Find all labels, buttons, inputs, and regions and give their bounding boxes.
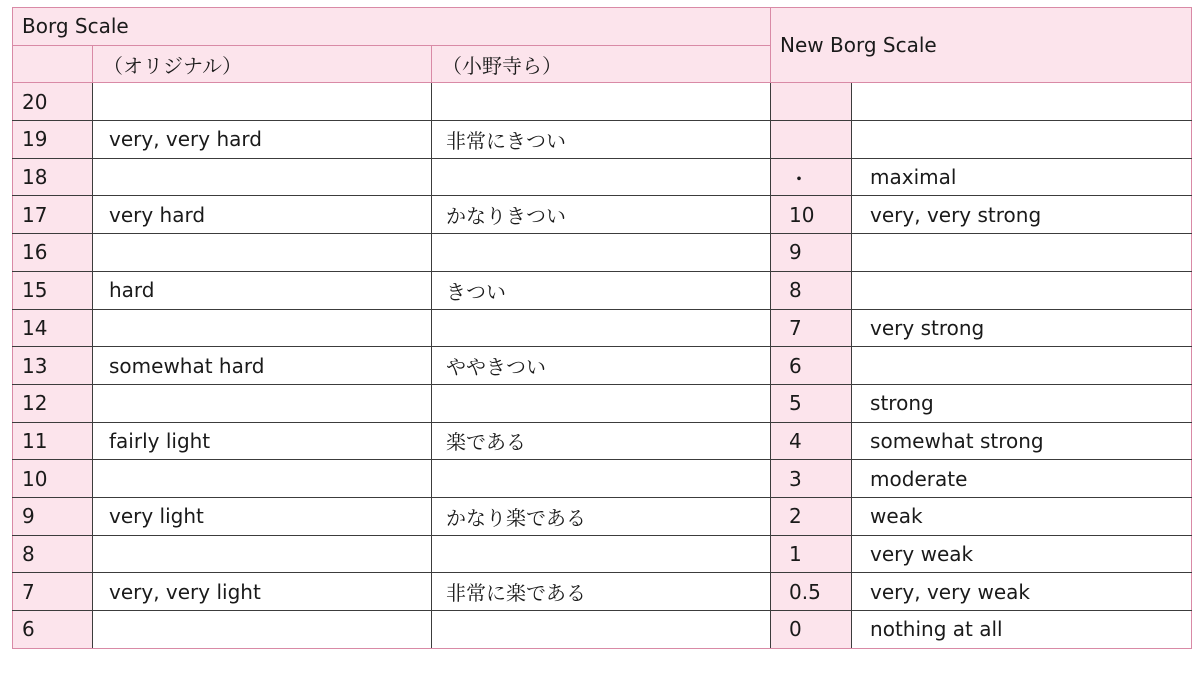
borg-english-cell [93,535,432,573]
new-borg-value-cell: 5 [771,384,852,422]
borg-value-cell: 18 [13,158,93,196]
table-row [13,234,1192,272]
borg-value-cell: 7 [13,573,93,611]
borg-english-cell: very light [93,497,432,535]
borg-english-cell: very, very hard [93,121,432,159]
new-borg-value-cell: 2 [771,497,852,535]
borg-japanese-cell [432,384,771,422]
new-borg-value-cell: 10 [771,196,852,234]
new-borg-description-cell [852,83,1192,121]
borg-japanese-cell: かなりきつい [432,196,771,234]
borg-value-cell: 14 [13,309,93,347]
table-row [13,422,1192,460]
table-row [13,309,1192,347]
header-row-1 [13,8,1192,46]
new-borg-value-cell: 1 [771,535,852,573]
borg-japanese-cell [432,460,771,498]
borg-english-cell: very hard [93,196,432,234]
borg-english-cell [93,158,432,196]
new-borg-value-cell: ・ [771,158,852,196]
borg-table-body [13,83,1192,648]
borg-japanese-cell [432,234,771,272]
borg-japanese-cell: 非常にきつい [432,121,771,159]
new-borg-description-cell: somewhat strong [852,422,1192,460]
new-borg-value-cell: 9 [771,234,852,272]
table-row [13,384,1192,422]
borg-scale-title: Borg Scale [13,8,771,46]
new-borg-scale-title: New Borg Scale [771,8,1192,83]
new-borg-description-cell: very, very weak [852,573,1192,611]
borg-english-cell: somewhat hard [93,347,432,385]
header-value-cell [13,45,93,83]
borg-japanese-cell [432,83,771,121]
borg-value-cell: 20 [13,83,93,121]
borg-value-cell: 11 [13,422,93,460]
new-borg-value-cell: 4 [771,422,852,460]
table-row [13,535,1192,573]
table-row [13,158,1192,196]
borg-english-cell [93,611,432,649]
borg-value-cell: 8 [13,535,93,573]
borg-value-cell: 12 [13,384,93,422]
new-borg-value-cell: 6 [771,347,852,385]
borg-scale-table [12,7,1192,649]
table-row [13,271,1192,309]
new-borg-description-cell: very, very strong [852,196,1192,234]
new-borg-value-cell [771,83,852,121]
borg-english-cell [93,384,432,422]
new-borg-value-cell: 3 [771,460,852,498]
borg-english-cell [93,309,432,347]
borg-value-cell: 10 [13,460,93,498]
borg-english-cell: fairly light [93,422,432,460]
borg-value-cell: 9 [13,497,93,535]
column-onodera-header: （小野寺ら） [432,45,771,83]
new-borg-description-cell [852,121,1192,159]
new-borg-description-cell: very weak [852,535,1192,573]
borg-value-cell: 6 [13,611,93,649]
table-row [13,121,1192,159]
borg-english-cell: hard [93,271,432,309]
borg-japanese-cell: きつい [432,271,771,309]
new-borg-description-cell [852,234,1192,272]
table-row [13,83,1192,121]
new-borg-value-cell: 7 [771,309,852,347]
borg-japanese-cell: 楽である [432,422,771,460]
borg-value-cell: 17 [13,196,93,234]
table-row [13,611,1192,649]
new-borg-description-cell: nothing at all [852,611,1192,649]
table-row [13,573,1192,611]
new-borg-description-cell [852,347,1192,385]
borg-value-cell: 19 [13,121,93,159]
new-borg-description-cell: weak [852,497,1192,535]
borg-japanese-cell [432,611,771,649]
new-borg-description-cell: moderate [852,460,1192,498]
borg-japanese-cell: 非常に楽である [432,573,771,611]
new-borg-value-cell: 0 [771,611,852,649]
table-row [13,347,1192,385]
borg-value-cell: 15 [13,271,93,309]
borg-english-cell [93,234,432,272]
new-borg-description-cell: very strong [852,309,1192,347]
borg-english-cell: very, very light [93,573,432,611]
table-row [13,196,1192,234]
borg-value-cell: 16 [13,234,93,272]
new-borg-value-cell: 0.5 [771,573,852,611]
table-row [13,460,1192,498]
borg-english-cell [93,460,432,498]
borg-japanese-cell [432,535,771,573]
borg-english-cell [93,83,432,121]
new-borg-description-cell: strong [852,384,1192,422]
borg-value-cell: 13 [13,347,93,385]
new-borg-description-cell [852,271,1192,309]
borg-japanese-cell: ややきつい [432,347,771,385]
table-row [13,497,1192,535]
new-borg-value-cell [771,121,852,159]
new-borg-description-cell: maximal [852,158,1192,196]
new-borg-value-cell: 8 [771,271,852,309]
borg-japanese-cell [432,309,771,347]
column-original-header: （オリジナル） [93,45,432,83]
borg-japanese-cell [432,158,771,196]
borg-japanese-cell: かなり楽である [432,497,771,535]
